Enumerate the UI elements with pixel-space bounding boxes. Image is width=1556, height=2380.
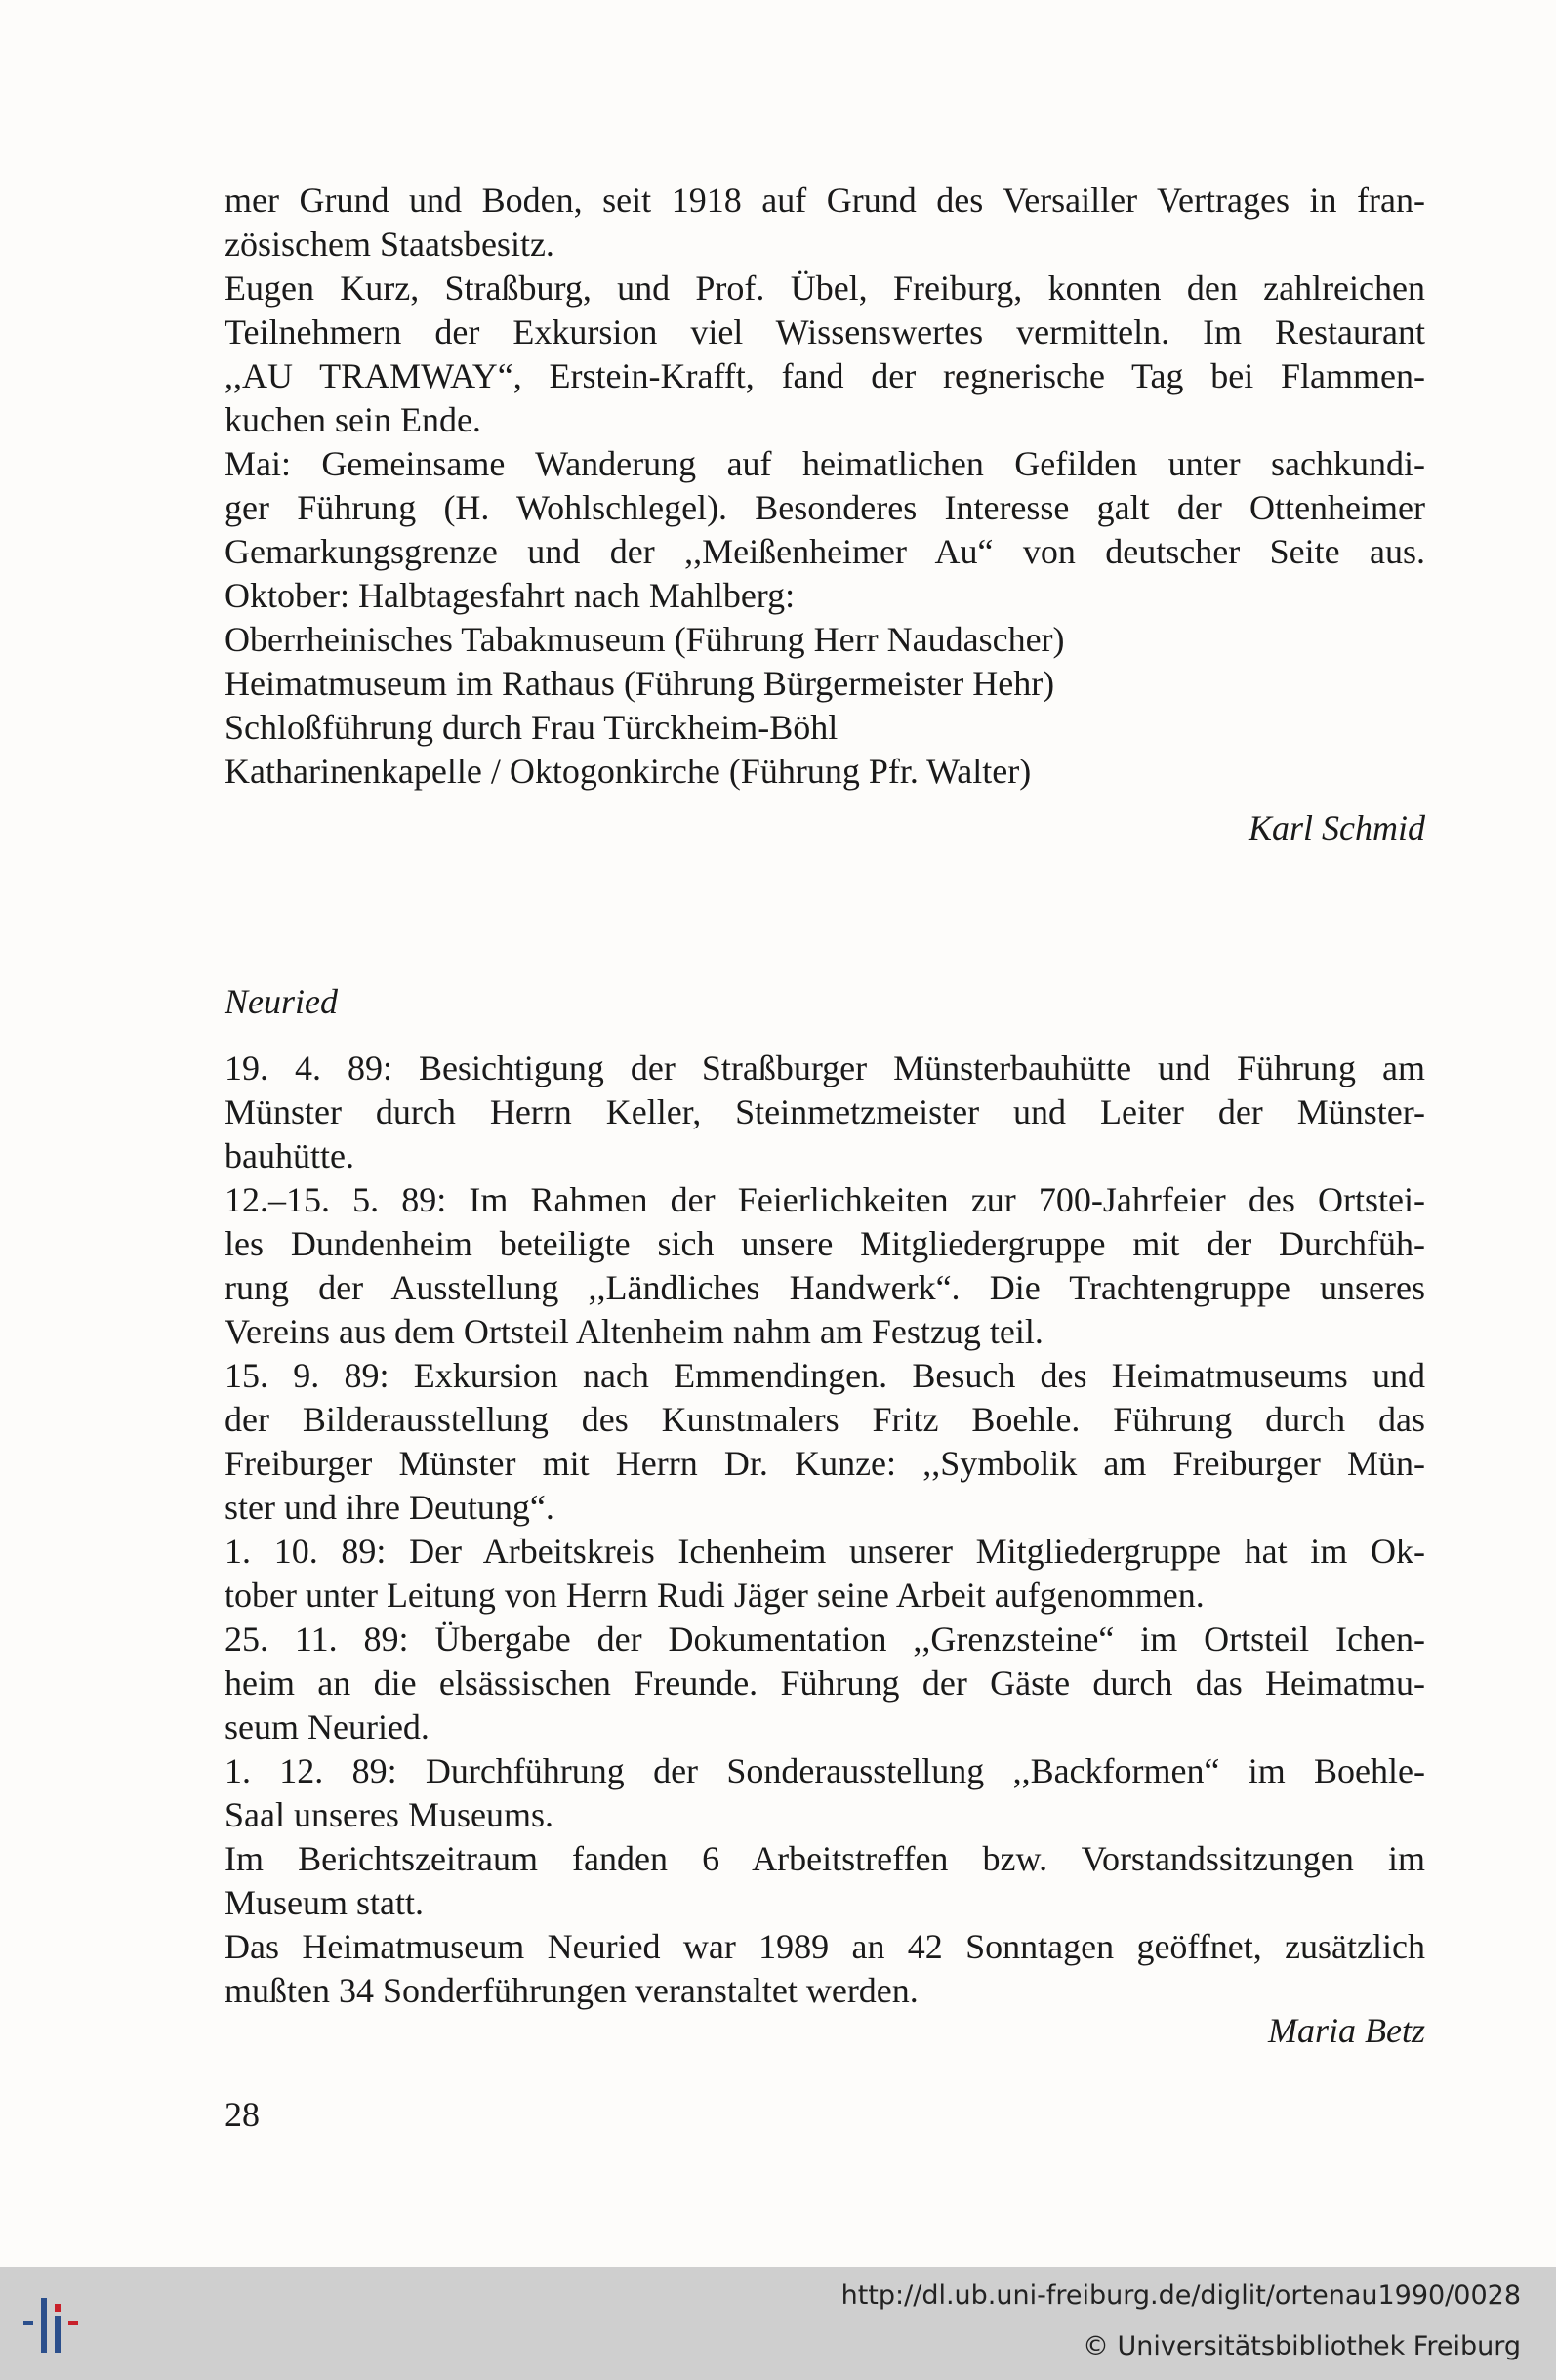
text-line: 15. 9. 89: Exkursion nach Emmendingen. Besuch des Heimatmuseums und <box>225 1356 1425 1395</box>
permalink-url[interactable]: http://dl.ub.uni-freiburg.de/diglit/ortenau1990/0028 <box>840 2280 1521 2311</box>
text-line: Schloßführung durch Frau Türckheim-Böhl <box>225 708 839 747</box>
footer-bar <box>0 2267 1556 2380</box>
text-line: bauhütte. <box>225 1136 354 1175</box>
text-block-karl-schmid <box>225 179 1425 794</box>
text-line: mußten 34 Sonderführungen veranstaltet werden. <box>225 1971 919 2010</box>
text-line: les Dundenheim beteiligte sich unsere Mitgliedergruppe mit der Durchfüh- <box>225 1224 1425 1263</box>
text-line: mer Grund und Boden, seit 1918 auf Grund des Versailler Vertrages in fran- <box>225 181 1425 220</box>
text-line: 1. 12. 89: Durchführung der Sonderausstellung ,,Backformen“ im Boehle- <box>225 1751 1425 1790</box>
text-line: Freiburger Münster mit Herrn Dr. Kunze: ,,Symbolik am Freiburger Mün- <box>225 1444 1425 1483</box>
text-line: kuchen sein Ende. <box>225 400 481 439</box>
text-line: 25. 11. 89: Übergabe der Dokumentation ,,Grenzsteine“ im Ortsteil Ichen- <box>225 1620 1425 1659</box>
text-line: Das Heimatmuseum Neuried war 1989 an 42 Sonntagen geöffnet, zusätzlich <box>225 1927 1425 1966</box>
text-line: Münster durch Herrn Keller, Steinmetzmeister und Leiter der Münster- <box>225 1092 1425 1131</box>
text-line: Teilnehmern der Exkursion viel Wissenswertes vermitteln. Im Restaurant <box>225 312 1425 351</box>
text-line: Vereins aus dem Ortsteil Altenheim nahm am Festzug teil. <box>225 1312 1044 1351</box>
text-line: Oberrheinisches Tabakmuseum (Führung Herr Naudascher) <box>225 620 1065 659</box>
text-line: Im Berichtszeitraum fanden 6 Arbeitstreffen bzw. Vorstandssitzungen im <box>225 1839 1425 1878</box>
text-line: zösischem Staatsbesitz. <box>225 225 554 264</box>
text-block-neuried <box>225 1046 1425 2013</box>
text-line: Katharinenkapelle / Oktogonkirche (Führung Pfr. Walter) <box>225 752 1032 791</box>
text-line: seum Neuried. <box>225 1707 430 1746</box>
page-number: 28 <box>225 2095 260 2134</box>
text-line: tober unter Leitung von Herrn Rudi Jäger seine Arbeit aufgenommen. <box>225 1576 1205 1615</box>
section-heading: Neuried <box>225 982 338 1021</box>
text-line: Mai: Gemeinsame Wanderung auf heimatlichen Gefilden unter sachkundi- <box>225 444 1425 483</box>
text-line: rung der Ausstellung ,,Ländliches Handwerk“. Die Trachtengruppe unseres <box>225 1268 1425 1307</box>
text-line: Saal unseres Museums. <box>225 1795 553 1834</box>
text-line: 1. 10. 89: Der Arbeitskreis Ichenheim unserer Mitgliedergruppe hat im Ok- <box>225 1532 1425 1571</box>
text-line: ster und ihre Deutung“. <box>225 1488 554 1527</box>
text-line: ,,AU TRAMWAY“, Erstein-Krafft, fand der regnerische Tag bei Flammen- <box>225 356 1425 395</box>
text-line: Museum statt. <box>225 1883 424 1922</box>
text-line: Gemarkungsgrenze und der ,,Meißenheimer Au“ von deutscher Seite aus. <box>225 532 1425 571</box>
text-line: Heimatmuseum im Rathaus (Führung Bürgermeister Hehr) <box>225 664 1055 703</box>
text-line: 19. 4. 89: Besichtigung der Straßburger Münsterbauhütte und Führung am <box>225 1048 1425 1087</box>
copyright-notice: © Universitätsbibliothek Freiburg <box>1082 2331 1521 2361</box>
text-line: Oktober: Halbtagesfahrt nach Mahlberg: <box>225 576 796 615</box>
ub-freiburg-logo-icon <box>20 2294 98 2357</box>
text-line: Eugen Kurz, Straßburg, und Prof. Übel, Freiburg, konnten den zahlreichen <box>225 268 1425 308</box>
author-signature: Karl Schmid <box>1248 808 1425 847</box>
author-signature: Maria Betz <box>1268 2011 1425 2050</box>
text-line: 12.–15. 5. 89: Im Rahmen der Feierlichkeiten zur 700-Jahrfeier des Ortstei- <box>225 1180 1425 1219</box>
text-line: der Bilderausstellung des Kunstmalers Fritz Boehle. Führung durch das <box>225 1400 1425 1439</box>
text-line: heim an die elsässischen Freunde. Führung der Gäste durch das Heimatmu- <box>225 1663 1425 1703</box>
text-line: ger Führung (H. Wohlschlegel). Besonderes Interesse galt der Ottenheimer <box>225 488 1425 527</box>
